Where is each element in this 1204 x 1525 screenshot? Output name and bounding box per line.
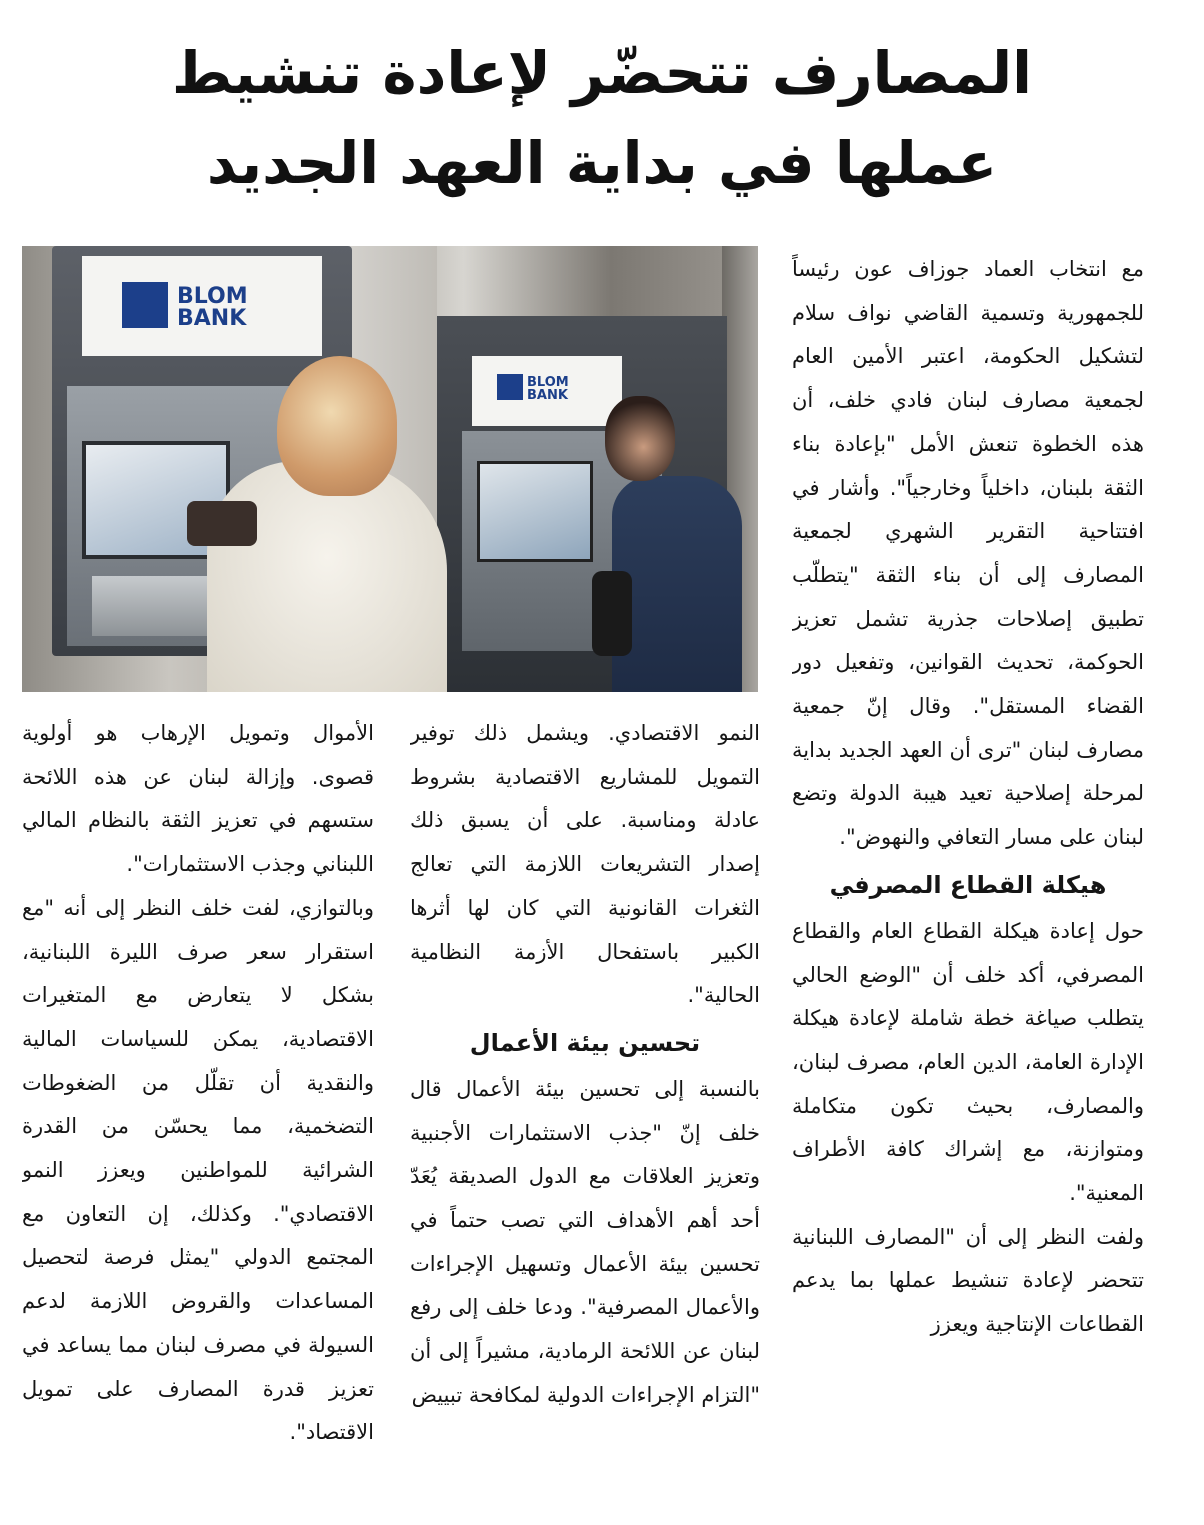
paragraph: ولفت النظر إلى أن "المصارف اللبنانية تتحضر لإعادة تنشيط عملها بما يدعم القطاعات الإنتاجية ويعزز <box>792 1224 1144 1337</box>
headline-line-1: المصارف تتحضّر لإعادة تنشيط <box>171 39 1033 107</box>
subheading: هيكلة القطاع المصرفي <box>829 870 1107 899</box>
article-column-left <box>22 712 374 1518</box>
article-column-right <box>792 248 1144 1518</box>
paragraph: وبالتوازي، لفت خلف النظر إلى أنه "مع استقرار سعر صرف الليرة اللبنانية، بشكل لا يتعارض مع المتغيرات الاقتصادية، يمكن للسياسات المالية والنقدية أن تقلّل من الضغوطات التضخمية، مما يحسّن من القدرة الشرائية للمواطنين ويعزز النمو الاقتصادي". وكذلك، إن التعاون مع المجتمع الدولي "يمثل فرصة لتحصيل المساعدات والقروض اللازمة لدعم السيولة في مصرف لبنان مما يساعد في تعزيز قدرة المصارف على تمويل الاقتصاد". <box>22 895 374 1445</box>
article-column-middle <box>410 712 760 1518</box>
bank-logo-small-icon <box>497 374 523 400</box>
bank-logo-icon <box>122 282 168 328</box>
subheading: تحسين بيئة الأعمال <box>469 1028 701 1057</box>
bank-logo-small-text: BLOM BANK <box>527 375 569 403</box>
atm-photo <box>22 246 758 692</box>
paragraph: مع انتخاب العماد جوزاف عون رئيساً للجمهورية وتسمية القاضي نواف سلام لتشكيل الحكومة، اعتبر الأمين العام لجمعية مصارف لبنان فادي خلف، أن هذه الخطوة تنعش الأمل "بإعادة بناء الثقة بلبنان، داخلياً وخارجياً". وأشار في افتتاحية التقرير الشهري لجمعية المصارف إلى أن بناء الثقة "يتطلّب تطبيق إصلاحات جذرية تشمل تعزيز الحوكمة، تحديث القوانين، وتفعيل دور القضاء المستقل". وقال إنّ جمعية مصارف لبنان "ترى أن العهد الجديد بداية لمرحلة إصلاحية تعيد هيبة الدولة وتضع لبنان على مسار التعافي والنهوض". <box>792 257 1144 850</box>
bank-logo-text: BLOM BANK <box>177 284 248 331</box>
headline <box>20 28 1184 208</box>
paragraph: النمو الاقتصادي. ويشمل ذلك توفير التمويل للمشاريع الاقتصادية بشروط عادلة ومناسبة. على أن يسبق ذلك إصدار التشريعات اللازمة التي تعالج الثغرات القانونية التي كان لها أثرها الكبير باستفحال الأزمة النظامية الحالية". <box>410 721 760 1008</box>
paragraph: بالنسبة إلى تحسين بيئة الأعمال قال خلف إنّ "جذب الاستثمارات الأجنبية وتعزيز العلاقات مع الدول الصديقة يُعَدّ أحد أهم الأهداف التي تصب حتماً في تحسين بيئة الأعمال وتسهيل الإجراءات والأعمال المصرفية". ودعا خلف إلى رفع لبنان عن اللائحة الرمادية، مشيراً إلى أن "التزام الإجراءات الدولية لمكافحة تبييض <box>410 1076 760 1407</box>
paragraph: حول إعادة هيكلة القطاع العام والقطاع المصرفي، أكد خلف أن "الوضع الحالي يتطلب صياغة خطة شاملة لإعادة هيكلة الإدارة العامة، الدين العام، مصرف لبنان، والمصارف، بحيث تكون متكاملة ومتوازنة، مع إشراك كافة الأطراف المعنية". <box>792 918 1144 1206</box>
headline-line-2: عملها في بداية العهد الجديد <box>206 129 998 197</box>
paragraph: الأموال وتمويل الإرهاب هو أولوية قصوى. وإزالة لبنان عن هذه اللائحة ستسهم في تعزيز الثقة بالنظام المالي اللبناني وجذب الاستثمارات". <box>22 721 374 877</box>
